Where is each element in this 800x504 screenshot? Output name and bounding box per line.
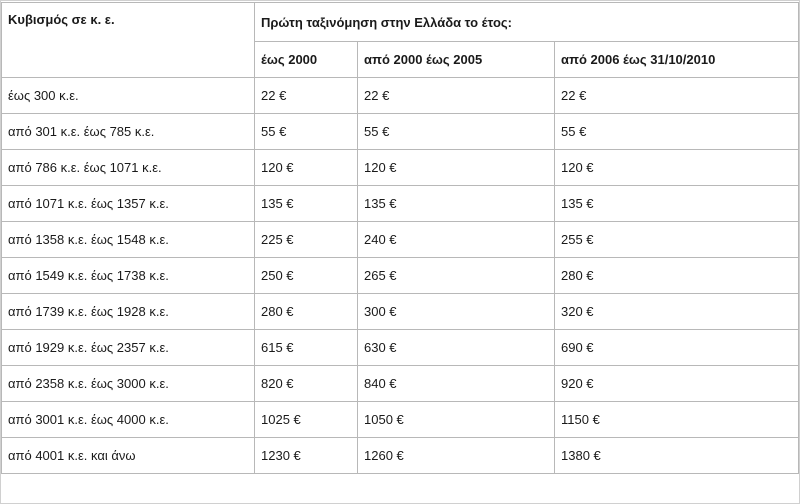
cell-cc-range: από 1071 κ.ε. έως 1357 κ.ε. (2, 186, 255, 222)
cell-cc-range: από 3001 κ.ε. έως 4000 κ.ε. (2, 402, 255, 438)
table-row (2, 438, 799, 474)
cell-cc-range: από 1739 κ.ε. έως 1928 κ.ε. (2, 294, 255, 330)
cell-tax-until-2000: 120 € (255, 150, 358, 186)
cell-tax-2000-2005: 120 € (358, 150, 555, 186)
header-row-1 (2, 3, 799, 42)
cell-tax-until-2000: 1230 € (255, 438, 358, 474)
table-head (2, 3, 799, 78)
cell-tax-until-2000: 250 € (255, 258, 358, 294)
cell-tax-until-2000: 820 € (255, 366, 358, 402)
cell-tax-2006-2010: 135 € (555, 186, 799, 222)
header-2000-2005: από 2000 έως 2005 (358, 42, 555, 78)
cell-tax-until-2000: 55 € (255, 114, 358, 150)
header-until-2000: έως 2000 (255, 42, 358, 78)
cell-tax-2006-2010: 280 € (555, 258, 799, 294)
cell-tax-until-2000: 1025 € (255, 402, 358, 438)
cell-tax-2006-2010: 120 € (555, 150, 799, 186)
table-row (2, 150, 799, 186)
table-body (2, 78, 799, 474)
cell-tax-2000-2005: 630 € (358, 330, 555, 366)
cell-tax-until-2000: 280 € (255, 294, 358, 330)
cell-tax-2006-2010: 1380 € (555, 438, 799, 474)
table-row (2, 78, 799, 114)
cell-tax-2000-2005: 840 € (358, 366, 555, 402)
table-row (2, 258, 799, 294)
table-row (2, 186, 799, 222)
cell-tax-2000-2005: 265 € (358, 258, 555, 294)
cell-tax-2006-2010: 22 € (555, 78, 799, 114)
cell-tax-2006-2010: 690 € (555, 330, 799, 366)
cell-tax-2000-2005: 1260 € (358, 438, 555, 474)
table-row (2, 402, 799, 438)
cell-cc-range: έως 300 κ.ε. (2, 78, 255, 114)
cell-tax-2000-2005: 240 € (358, 222, 555, 258)
cell-tax-2000-2005: 300 € (358, 294, 555, 330)
cell-tax-2006-2010: 255 € (555, 222, 799, 258)
cell-tax-2006-2010: 320 € (555, 294, 799, 330)
table-row (2, 366, 799, 402)
cell-cc-range: από 4001 κ.ε. και άνω (2, 438, 255, 474)
cell-tax-2006-2010: 920 € (555, 366, 799, 402)
cell-tax-2000-2005: 55 € (358, 114, 555, 150)
cell-tax-2000-2005: 135 € (358, 186, 555, 222)
cell-cc-range: από 301 κ.ε. έως 785 κ.ε. (2, 114, 255, 150)
cell-tax-2000-2005: 1050 € (358, 402, 555, 438)
cell-cc-range: από 2358 κ.ε. έως 3000 κ.ε. (2, 366, 255, 402)
header-cylinder-capacity: Κυβισμός σε κ. ε. (2, 3, 255, 78)
header-first-registration: Πρώτη ταξινόμηση στην Ελλάδα το έτος: (255, 3, 799, 42)
cell-tax-until-2000: 135 € (255, 186, 358, 222)
cell-cc-range: από 1929 κ.ε. έως 2357 κ.ε. (2, 330, 255, 366)
cell-tax-until-2000: 615 € (255, 330, 358, 366)
table-row (2, 222, 799, 258)
header-2006-2010: από 2006 έως 31/10/2010 (555, 42, 799, 78)
cell-tax-2000-2005: 22 € (358, 78, 555, 114)
table-row (2, 294, 799, 330)
cell-tax-2006-2010: 55 € (555, 114, 799, 150)
table-row (2, 330, 799, 366)
cell-tax-until-2000: 22 € (255, 78, 358, 114)
table-row (2, 114, 799, 150)
cell-tax-until-2000: 225 € (255, 222, 358, 258)
cell-cc-range: από 786 κ.ε. έως 1071 κ.ε. (2, 150, 255, 186)
cell-cc-range: από 1358 κ.ε. έως 1548 κ.ε. (2, 222, 255, 258)
cell-cc-range: από 1549 κ.ε. έως 1738 κ.ε. (2, 258, 255, 294)
cell-tax-2006-2010: 1150 € (555, 402, 799, 438)
road-tax-table (1, 2, 799, 474)
